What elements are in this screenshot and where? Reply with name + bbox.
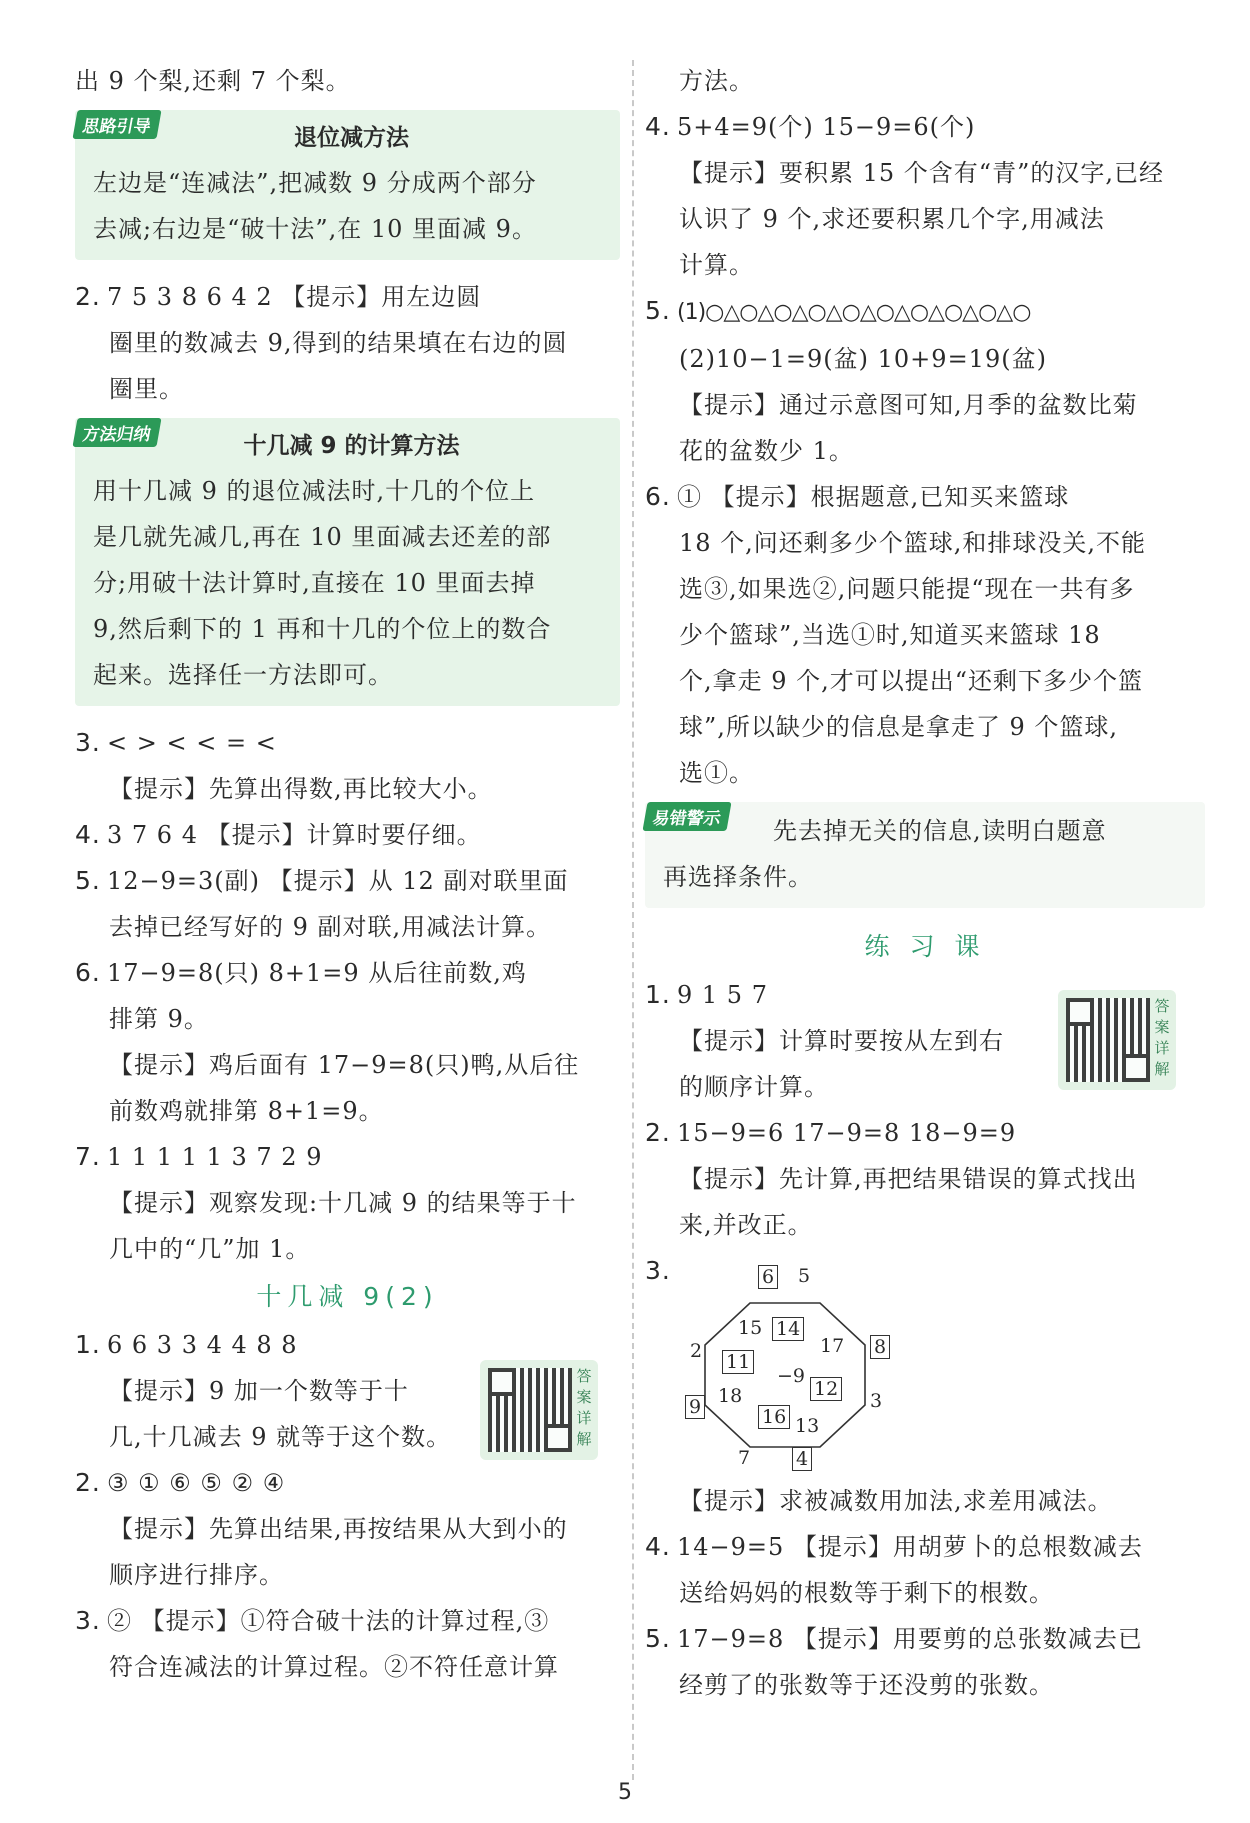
tip-line: 起来。选择任一方法即可。 — [93, 661, 393, 689]
text-line: 花的盆数少 1。 — [679, 437, 854, 465]
text-line: 球”,所以缺少的信息是拿走了 9 个篮球, — [679, 713, 1119, 741]
text-line: 排第 9。 — [109, 1005, 209, 1033]
text-line: 圈里的数减去 9,得到的结果填在右边的圆 — [109, 329, 568, 357]
text-line: 顺序进行排序。 — [109, 1561, 284, 1589]
answer-text: 1 1 1 1 1 3 7 2 9 — [107, 1143, 323, 1171]
answer-text: 14−9=5 【提示】用胡萝卜的总根数减去 — [677, 1533, 1143, 1561]
answer-4 — [645, 104, 1205, 150]
tip-title: 退位减方法 — [294, 125, 409, 151]
answer-p5 — [645, 1616, 1205, 1662]
question-number: 2. — [75, 282, 101, 311]
answer-7 — [75, 1134, 620, 1180]
answer-5 — [75, 858, 620, 904]
answer-text: 6 6 3 3 4 4 8 8 — [107, 1331, 298, 1359]
answer-2 — [75, 274, 620, 320]
text-line: 认识了 9 个,求还要积累几个字,用减法 — [679, 205, 1105, 233]
tip-line: 去减;右边是“破十法”,在 10 里面减 9。 — [93, 215, 537, 243]
section-title: 练 习 课 — [864, 932, 986, 961]
text-line: 计算。 — [679, 251, 754, 279]
answer-p4 — [645, 1524, 1205, 1570]
answer-text: 9 1 5 7 — [677, 981, 768, 1009]
question-number: 4. — [75, 820, 101, 849]
answer-6 — [645, 474, 1205, 520]
answer-text: 17−9=8(只) 8+1=9 从后往前数,鸡 — [107, 959, 527, 987]
question-number: 3. — [645, 1256, 671, 1285]
answer-6 — [75, 950, 620, 996]
answer-text: < > < < = < — [107, 729, 277, 757]
answer-3 — [75, 720, 620, 766]
text-line: (2)10−1=9(盆) 10+9=19(盆) — [679, 345, 1047, 373]
hint-line: 【提示】求被减数用加法,求差用减法。 — [679, 1487, 1113, 1515]
answer-s3 — [75, 1598, 620, 1644]
text-line: 几中的“几”加 1。 — [109, 1235, 311, 1263]
question-number: 1. — [645, 980, 671, 1009]
warning-box — [645, 802, 1205, 908]
column-divider — [632, 60, 634, 1780]
octagon-inner-number: 16 — [758, 1405, 790, 1429]
octagon-inner-number: 15 — [738, 1317, 763, 1339]
octagon-inner-number: 17 — [820, 1335, 845, 1357]
qr-label: 答 案 详 解 — [576, 1367, 592, 1448]
octagon-inner-number: 12 — [810, 1377, 842, 1401]
answer-s2 — [75, 1460, 620, 1506]
octagon-outer-number: 4 — [792, 1447, 812, 1471]
text-line: 18 个,问还剩多少个篮球,和排球没关,不能 — [679, 529, 1147, 557]
octagon-outer-number: 5 — [798, 1265, 811, 1287]
hint-line: 【提示】9 加一个数等于十 — [109, 1377, 409, 1405]
hint-line: 【提示】通过示意图可知,月季的盆数比菊 — [679, 391, 1138, 419]
page-number: 5 — [618, 1780, 632, 1805]
answer-text: 3 7 6 4 【提示】计算时要仔细。 — [107, 821, 482, 849]
answer-text: ① 【提示】根据题意,已知买来篮球 — [677, 483, 1070, 511]
question-number: 2. — [645, 1118, 671, 1147]
text-line: 选③,如果选②,问题只能提“现在一共有多 — [679, 575, 1135, 603]
answer-text: 15−9=6 17−9=8 18−9=9 — [677, 1119, 1017, 1147]
hint-line: 【提示】计算时要按从左到右 — [679, 1027, 1004, 1055]
text-line: 前数鸡就排第 8+1=9。 — [109, 1097, 384, 1125]
tip-title: 十几减 9 的计算方法 — [243, 433, 460, 459]
section-title: 十几减 9(2) — [256, 1282, 439, 1311]
answer-text: ③ ① ⑥ ⑤ ② ④ — [107, 1469, 286, 1497]
question-number: 6. — [645, 482, 671, 511]
answer-text: 12−9=3(副) 【提示】从 12 副对联里面 — [107, 867, 569, 895]
question-number: 2. — [75, 1468, 101, 1497]
answer-4 — [75, 812, 620, 858]
hint-line: 【提示】先计算,再把结果错误的算式找出 — [679, 1165, 1138, 1193]
question-number: 6. — [75, 958, 101, 987]
text-line: 符合连减法的计算过程。②不符任意计算 — [109, 1653, 559, 1681]
octagon-inner-number: 11 — [722, 1350, 754, 1374]
answer-text: 5+4=9(个) 15−9=6(个) — [677, 113, 976, 141]
center-operation: −9 — [777, 1365, 806, 1387]
octagon-outer-number: 7 — [738, 1447, 751, 1469]
question-number: 4. — [645, 1532, 671, 1561]
hint-line: 【提示】先算出结果,再按结果从大到小的 — [109, 1515, 568, 1543]
octagon-outer-number: 8 — [870, 1335, 890, 1359]
question-number: 7. — [75, 1142, 101, 1171]
hint-line: 【提示】要积累 15 个含有“青”的汉字,已经 — [679, 159, 1164, 187]
answer-text: 7 5 3 8 6 4 2 【提示】用左边圆 — [107, 283, 482, 311]
text-line: 圈里。 — [109, 375, 184, 403]
subtract-nine-diagram — [680, 1265, 900, 1470]
question-number: 4. — [645, 112, 671, 141]
tip-tag: 方法归纳 — [72, 418, 161, 447]
text-line: 出 9 个梨,还剩 7 个梨。 — [75, 67, 351, 95]
text-line: 方法。 — [679, 67, 754, 95]
question-number: 3. — [75, 1606, 101, 1635]
qr-label: 答 案 详 解 — [1154, 997, 1170, 1078]
octagon-outer-number: 3 — [870, 1390, 883, 1412]
question-number: 3. — [75, 728, 101, 757]
answer-p2 — [645, 1110, 1205, 1156]
text-line: 选①。 — [679, 759, 754, 787]
octagon-outer-number: 9 — [685, 1395, 705, 1419]
hint-line: 【提示】先算出得数,再比较大小。 — [109, 775, 493, 803]
tip-line: 9,然后剩下的 1 再和十几的个位上的数合 — [93, 615, 552, 643]
octagon-inner-number: 13 — [795, 1415, 820, 1437]
octagon-outer-number: 2 — [690, 1340, 703, 1362]
answer-text: 17−9=8 【提示】用要剪的总张数减去已 — [677, 1625, 1143, 1653]
hint-line: 【提示】观察发现:十几减 9 的结果等于十 — [109, 1189, 577, 1217]
text-line: 送给妈妈的根数等于剩下的根数。 — [679, 1579, 1054, 1607]
warning-tag: 易错警示 — [642, 802, 731, 831]
question-number: 5. — [75, 866, 101, 895]
octagon-inner-number: 18 — [718, 1385, 743, 1407]
text-line: 来,并改正。 — [679, 1211, 813, 1239]
text-line: 个,拿走 9 个,才可以提出“还剩下多少个篮 — [679, 667, 1144, 695]
tip-line: 左边是“连减法”,把减数 9 分成两个部分 — [93, 169, 537, 197]
hint-line: 【提示】鸡后面有 17−9=8(只)鸭,从后往 — [109, 1051, 580, 1079]
tip-line: 是几就先减几,再在 10 里面减去还差的部 — [93, 523, 552, 551]
question-number: 1. — [75, 1330, 101, 1359]
text-line: 去掉已经写好的 9 副对联,用减法计算。 — [109, 913, 552, 941]
tip-box-method — [75, 418, 620, 706]
tip-line: 用十几减 9 的退位减法时,十几的个位上 — [93, 477, 536, 505]
question-number: 5. — [645, 296, 671, 325]
text-line: 经剪了的张数等于还没剪的张数。 — [679, 1671, 1054, 1699]
tip-tag: 思路引导 — [72, 110, 161, 139]
octagon-outer-number: 6 — [758, 1265, 778, 1289]
octagon-inner-number: 14 — [772, 1317, 804, 1341]
qr-code-icon — [488, 1368, 572, 1452]
qr-code-answer-left[interactable] — [480, 1360, 598, 1460]
tip-box-thinking — [75, 110, 620, 260]
question-number: 5. — [645, 1624, 671, 1653]
tip-line: 分;用破十法计算时,直接在 10 里面去掉 — [93, 569, 536, 597]
warning-line: 再选择条件。 — [663, 863, 813, 891]
answer-p1 — [645, 972, 1205, 1018]
answer-text: ② 【提示】①符合破十法的计算过程,③ — [107, 1607, 550, 1635]
text-line: 少个篮球”,当选①时,知道买来篮球 18 — [679, 621, 1101, 649]
text-line: 几,十几减去 9 就等于这个数。 — [109, 1423, 452, 1451]
warning-line: 先去掉无关的信息,读明白题意 — [773, 817, 1107, 845]
answer-5 — [645, 288, 1205, 336]
answer-text: (1)○△○△○△○△○△○△○△○△○△○ — [677, 300, 1031, 325]
text-line: 的顺序计算。 — [679, 1073, 829, 1101]
